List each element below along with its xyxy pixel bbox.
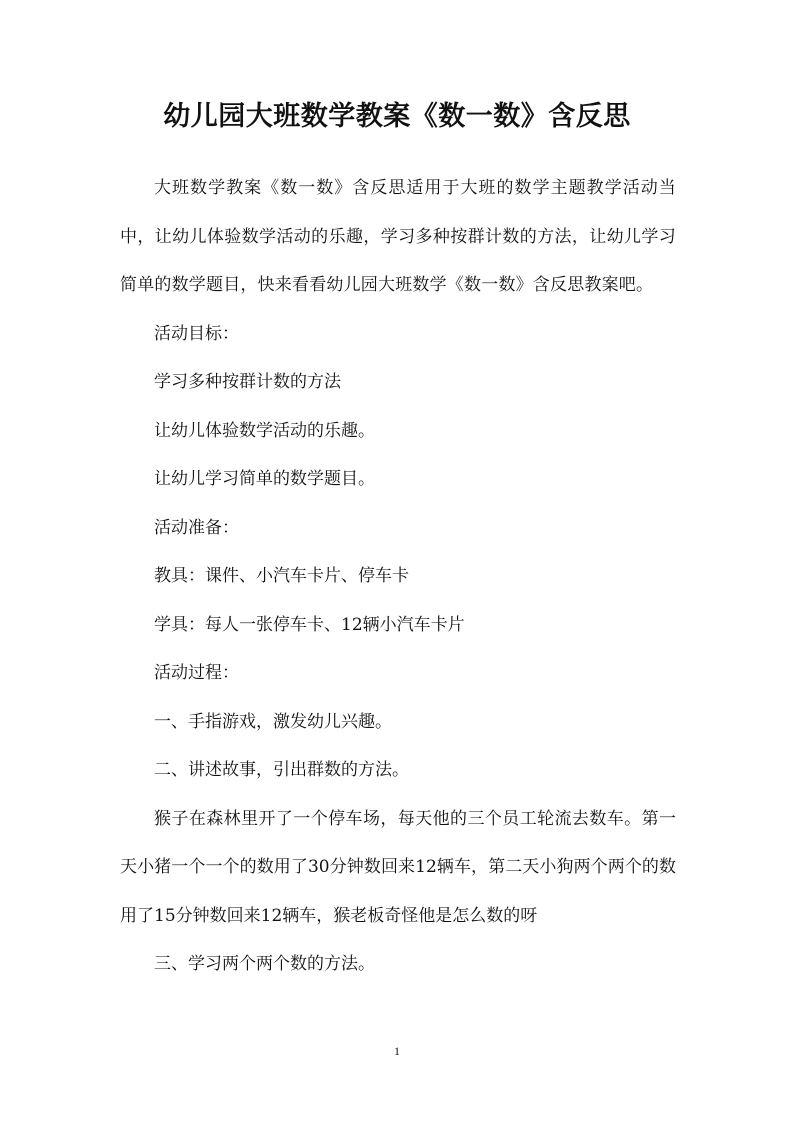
goal-item-3: 让幼儿学习简单的数学题目。 xyxy=(154,469,375,489)
document-body xyxy=(120,164,676,989)
process-step-1: 一、手指游戏，激发幼儿兴趣。 xyxy=(154,711,392,732)
document-title: 幼儿园大班数学教案《数一数》含反思 xyxy=(163,101,631,132)
goal-item-1: 学习多种按群计数的方法 xyxy=(154,372,341,392)
prep-teacher-materials: 教具：课件、小汽车卡片、停车卡 xyxy=(154,566,409,586)
prep-heading: 活动准备： xyxy=(154,517,239,538)
intro-paragraph: 大班数学教案《数一数》含反思适用于大班的数学主题教学活动当中，让幼儿体验数学活动的乐趣，学习多种按群计数的方法，让幼儿学习简单的数学题目，快来看看幼儿园大班数学《数一数》含反思教案吧。 xyxy=(120,178,676,295)
process-step-3: 三、学习两个两个数的方法。 xyxy=(154,954,375,974)
process-heading: 活动过程： xyxy=(154,663,239,683)
process-step-2: 二、讲述故事，引出群数的方法。 xyxy=(154,760,409,780)
story-paragraph: 猴子在森林里开了一个停车场，每天他的三个员工轮流去数车。第一天小猪一个一个的数用了30分钟数回来12辆车，第二天小狗两个两个的数用了15分钟数回来12辆车，猴老板奇怪他是怎么数的呀 xyxy=(120,808,676,926)
page-number: 1 xyxy=(394,1044,400,1058)
goal-item-2: 让幼儿体验数学活动的乐趣。 xyxy=(154,420,375,441)
prep-student-materials: 学具：每人一张停车卡、12辆小汽车卡片 xyxy=(154,614,465,635)
goals-heading: 活动目标： xyxy=(154,323,239,344)
